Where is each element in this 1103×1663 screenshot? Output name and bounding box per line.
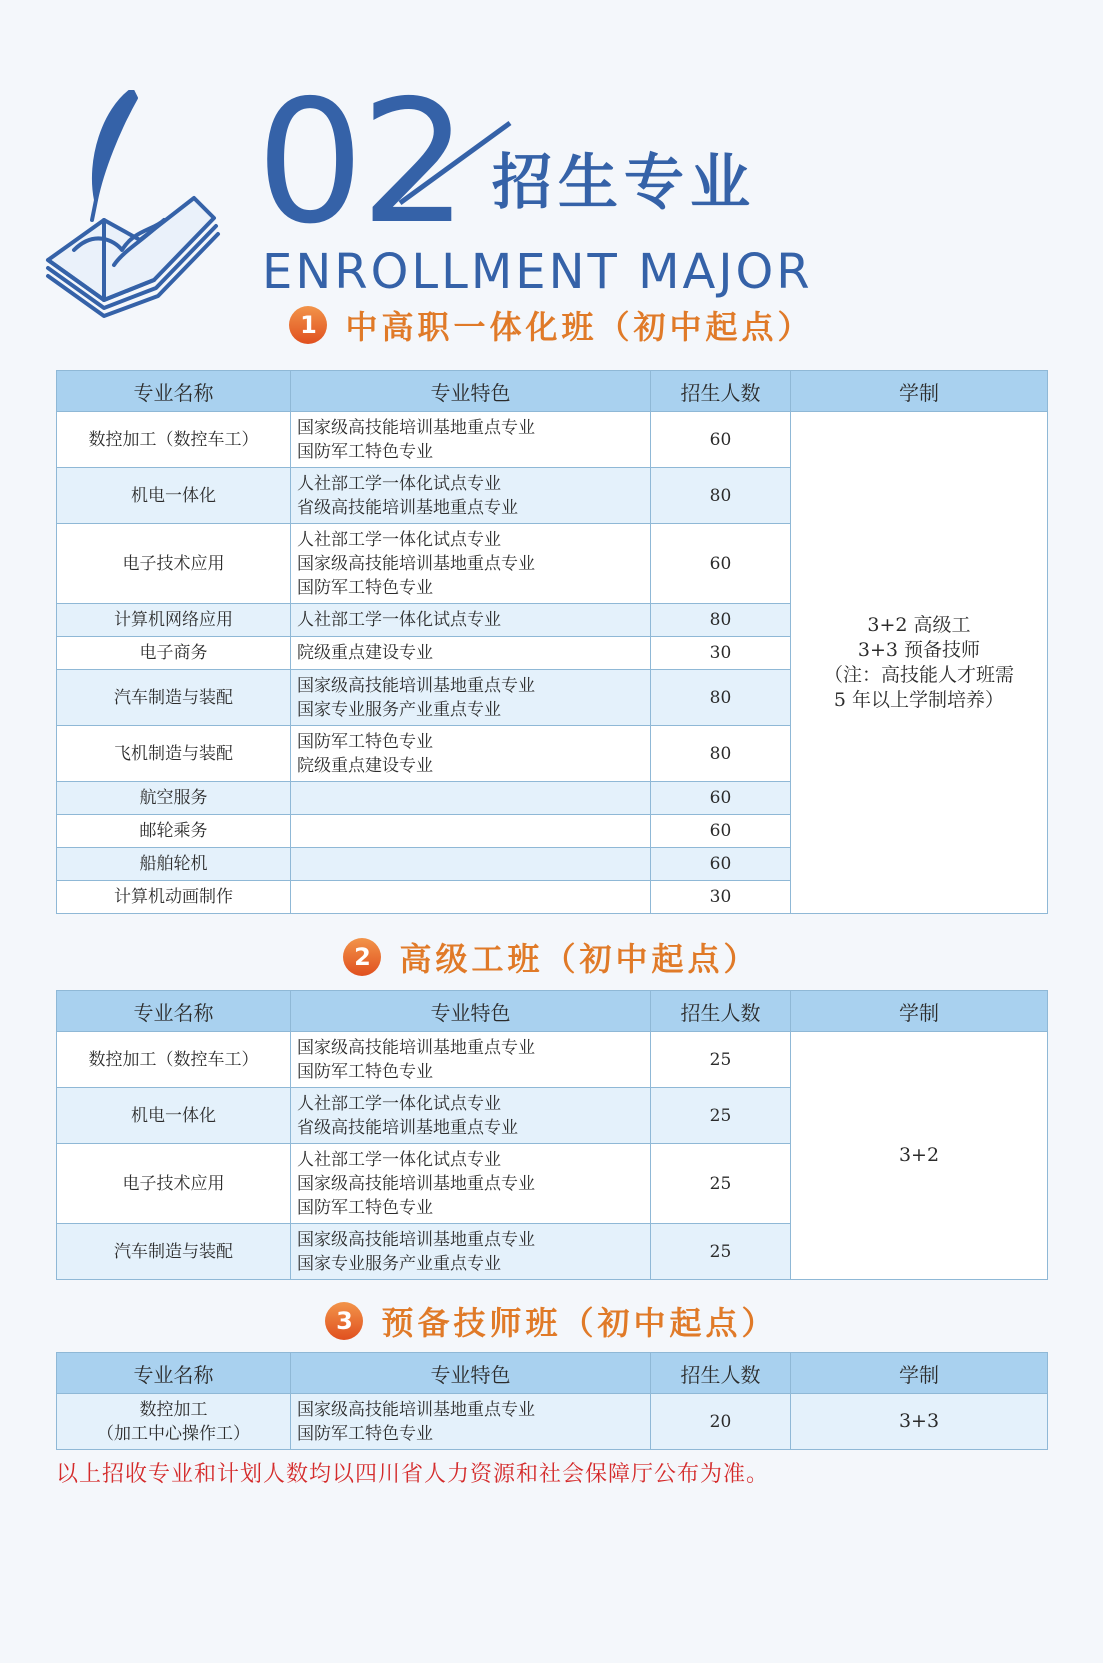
table-row	[57, 1032, 1048, 1088]
major-features-cell	[291, 524, 651, 604]
study-duration-line: 3+2	[898, 1144, 940, 1166]
enrollment-count: 25	[651, 1224, 791, 1280]
enrollment-count: 60	[651, 815, 791, 848]
major-feature: 国家专业服务产业重点专业	[297, 1253, 501, 1274]
major-feature: 国防军工特色专业	[297, 577, 433, 598]
enrollment-count: 80	[651, 604, 791, 637]
major-feature: 国家级高技能培训基地重点专业	[297, 1229, 535, 1250]
section-number: 02	[256, 64, 465, 262]
major-name: 电子技术应用	[122, 553, 225, 574]
major-name-cell	[57, 637, 291, 670]
major-name: 数控加工	[139, 1399, 208, 1420]
column-header: 学制	[791, 371, 1048, 412]
column-header: 专业名称	[57, 1353, 291, 1394]
major-feature: 国家级高技能培训基地重点专业	[297, 1173, 535, 1194]
section-badge: 1	[289, 306, 327, 344]
major-name-cell	[57, 782, 291, 815]
major-features-cell	[291, 1224, 651, 1280]
major-features-cell	[291, 637, 651, 670]
column-header: 专业特色	[291, 991, 651, 1032]
section-heading-3	[0, 1296, 1103, 1346]
major-name: 计算机网络应用	[114, 610, 233, 630]
major-features-cell	[291, 881, 651, 914]
major-features-cell	[291, 412, 651, 468]
major-features-cell	[291, 848, 651, 881]
major-name: （加工中心操作工）	[97, 1423, 250, 1444]
major-name-cell	[57, 670, 291, 726]
column-header: 招生人数	[651, 371, 791, 412]
major-feature: 国防军工特色专业	[297, 1197, 433, 1218]
major-name: 计算机动画制作	[114, 887, 233, 907]
major-name-cell	[57, 468, 291, 524]
study-duration-cell	[791, 1032, 1048, 1280]
table-row	[57, 412, 1048, 468]
major-feature: 人社部工学一体化试点专业	[297, 529, 501, 550]
section-heading-2	[0, 932, 1103, 982]
column-header: 招生人数	[651, 1353, 791, 1394]
section-heading-1	[0, 300, 1103, 350]
major-feature: 院级重点建设专业	[297, 643, 433, 663]
major-name-cell	[57, 1224, 291, 1280]
major-feature: 国家级高技能培训基地重点专业	[297, 1399, 535, 1420]
major-feature: 国家专业服务产业重点专业	[297, 699, 501, 720]
enrollment-count: 80	[651, 468, 791, 524]
section-badge: 2	[343, 938, 381, 976]
major-name-cell	[57, 1144, 291, 1224]
major-feature: 省级高技能培训基地重点专业	[297, 497, 518, 518]
major-name-cell	[57, 815, 291, 848]
major-feature: 国防军工特色专业	[297, 1423, 433, 1444]
major-name: 数控加工（数控车工）	[88, 429, 259, 450]
major-name: 机电一体化	[131, 485, 216, 506]
major-feature: 国家级高技能培训基地重点专业	[297, 417, 535, 438]
major-feature: 国防军工特色专业	[297, 1061, 433, 1082]
enrollment-count: 30	[651, 637, 791, 670]
column-header: 专业名称	[57, 991, 291, 1032]
table-header-row	[57, 371, 1048, 412]
column-header: 专业名称	[57, 371, 291, 412]
enrollment-count: 60	[651, 412, 791, 468]
major-features-cell	[291, 468, 651, 524]
study-duration-line: （注：高技能人才班需	[823, 663, 1014, 686]
major-name-cell	[57, 524, 291, 604]
major-feature: 院级重点建设专业	[297, 755, 433, 776]
study-duration-line: 3+2 高级工	[867, 613, 971, 636]
major-feature: 国家级高技能培训基地重点专业	[297, 553, 535, 574]
major-features-cell	[291, 726, 651, 782]
major-feature: 国防军工特色专业	[297, 731, 433, 752]
study-duration-cell	[791, 1394, 1048, 1450]
enrollment-count: 80	[651, 670, 791, 726]
enrollment-count: 25	[651, 1032, 791, 1088]
enrollment-table-2	[56, 990, 1048, 1280]
major-name-cell	[57, 881, 291, 914]
major-features-cell	[291, 1032, 651, 1088]
major-name-cell	[57, 1088, 291, 1144]
column-header: 招生人数	[651, 991, 791, 1032]
major-features-cell	[291, 1144, 651, 1224]
enrollment-count: 60	[651, 524, 791, 604]
page-subtitle: ENROLLMENT MAJOR	[262, 244, 813, 300]
major-name-cell	[57, 1394, 291, 1450]
major-name-cell	[57, 726, 291, 782]
major-name: 船舶轮机	[139, 854, 208, 874]
major-name: 汽车制造与装配	[114, 687, 233, 708]
footer-note: 以上招收专业和计划人数均以四川省人力资源和社会保障厅公布为准。	[56, 1462, 770, 1487]
major-name: 电子商务	[139, 643, 208, 663]
column-header: 专业特色	[291, 1353, 651, 1394]
major-features-cell	[291, 670, 651, 726]
book-quill-icon	[44, 90, 224, 320]
major-feature: 人社部工学一体化试点专业	[297, 610, 501, 630]
section-title: 中高职一体化班（初中起点）	[345, 308, 814, 346]
section-badge: 3	[325, 1302, 363, 1340]
enrollment-table-1	[56, 370, 1048, 914]
major-name: 机电一体化	[131, 1105, 216, 1126]
enrollment-count: 80	[651, 726, 791, 782]
major-name: 电子技术应用	[122, 1173, 225, 1194]
major-name-cell	[57, 848, 291, 881]
major-name: 邮轮乘务	[139, 821, 208, 841]
major-feature: 国防军工特色专业	[297, 441, 433, 462]
major-feature: 国家级高技能培训基地重点专业	[297, 1037, 535, 1058]
major-name: 数控加工（数控车工）	[88, 1049, 259, 1070]
major-feature: 人社部工学一体化试点专业	[297, 1093, 501, 1114]
major-name-cell	[57, 1032, 291, 1088]
column-header: 学制	[791, 991, 1048, 1032]
major-name: 汽车制造与装配	[114, 1241, 233, 1262]
section-title: 预备技师班（初中起点）	[381, 1304, 778, 1342]
major-features-cell	[291, 1088, 651, 1144]
major-name-cell	[57, 412, 291, 468]
enrollment-count: 25	[651, 1144, 791, 1224]
major-features-cell	[291, 815, 651, 848]
enrollment-count: 60	[651, 782, 791, 815]
table-header-row	[57, 991, 1048, 1032]
major-name: 航空服务	[139, 788, 208, 808]
major-feature: 人社部工学一体化试点专业	[297, 1149, 501, 1170]
major-features-cell	[291, 1394, 651, 1450]
study-duration-cell	[791, 412, 1048, 914]
major-name: 飞机制造与装配	[114, 743, 233, 764]
column-header: 学制	[791, 1353, 1048, 1394]
enrollment-count: 30	[651, 881, 791, 914]
table-row	[57, 1394, 1048, 1450]
enrollment-count: 20	[651, 1394, 791, 1450]
page-title: 招生专业	[492, 148, 756, 218]
major-features-cell	[291, 604, 651, 637]
major-feature: 国家级高技能培训基地重点专业	[297, 675, 535, 696]
column-header: 专业特色	[291, 371, 651, 412]
major-feature: 省级高技能培训基地重点专业	[297, 1117, 518, 1138]
major-name-cell	[57, 604, 291, 637]
enrollment-count: 25	[651, 1088, 791, 1144]
study-duration-line: 5 年以上学制培养）	[833, 688, 1005, 711]
major-features-cell	[291, 782, 651, 815]
table-header-row	[57, 1353, 1048, 1394]
study-duration-line: 3+3	[898, 1410, 940, 1432]
enrollment-count: 60	[651, 848, 791, 881]
study-duration-line: 3+3 预备技师	[857, 638, 981, 661]
major-feature: 人社部工学一体化试点专业	[297, 473, 501, 494]
section-title: 高级工班（初中起点）	[399, 940, 760, 978]
enrollment-table-3	[56, 1352, 1048, 1450]
